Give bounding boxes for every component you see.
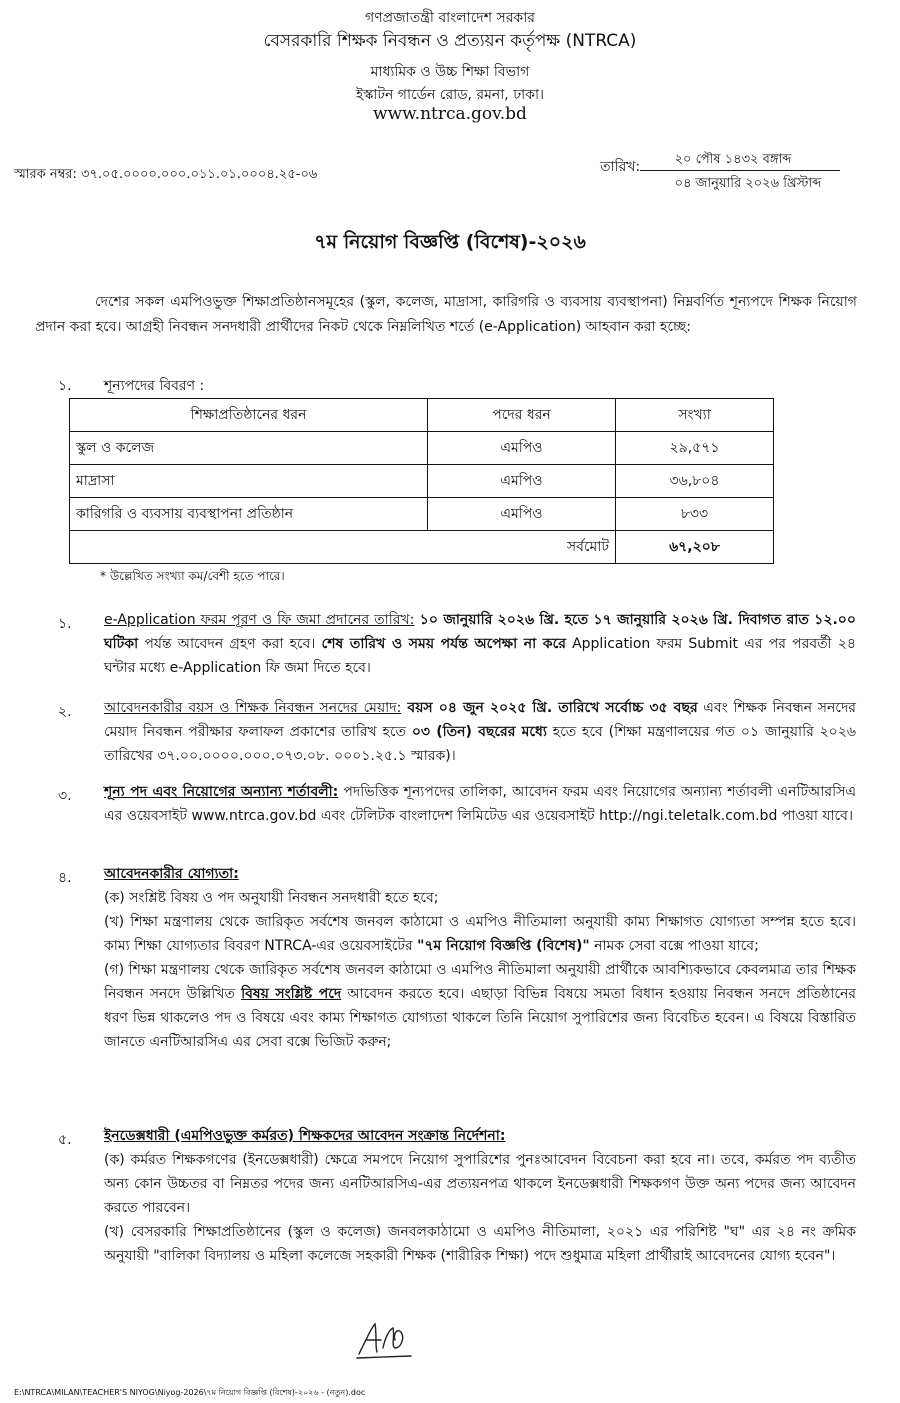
table-row bbox=[70, 465, 774, 498]
item-heading: শূন্য পদ এবং নিয়োগের অন্যান্য শর্তাবলী: bbox=[104, 784, 339, 800]
clause-kha: (খ) বেসরকারি শিক্ষাপ্রতিষ্ঠানের (স্কুল ও কলেজ) জনবলকাঠামো ও এমপিও নীতিমালা, ২০২১ এর পরিশিষ্ট "ঘ" এর ২৪ নং ক্রমিক অনুযায়ী "বালিকা বিদ্যালয় ও মহিলা কলেজে সহকারী শিক্ষক (শারীরিক শিক্ষা) পদে শুধুমাত্র মহিলা প্রার্থীরাই আবেদনের যোগ্য হবেন"। bbox=[104, 1224, 856, 1264]
item-heading: আবেদনকারীর যোগ্যতা: bbox=[104, 866, 239, 882]
vacancy-table bbox=[69, 398, 774, 564]
signature-icon bbox=[355, 1318, 415, 1362]
item-number: ৫. bbox=[58, 1132, 72, 1148]
table-cell: ২৯,৫৭১ bbox=[616, 432, 774, 465]
section-number: ১. bbox=[58, 378, 72, 394]
table-row bbox=[70, 432, 774, 465]
clause-ka: (ক) সংশ্লিষ্ট বিষয় ও পদ অনুযায়ী নিবন্ধন সনদধারী হতে হবে; bbox=[104, 890, 439, 906]
column-header: সংখ্যা bbox=[616, 399, 774, 432]
clause-kha bbox=[104, 910, 856, 958]
date-bangla: ২০ পৌষ ১৪৩২ বঙ্গাব্দ bbox=[674, 152, 792, 167]
table-cell: এমপিও bbox=[428, 432, 616, 465]
table-cell: স্কুল ও কলেজ bbox=[70, 432, 428, 465]
clause-emphasis: "৭ম নিয়োগ বিজ্ঞপ্তি (বিশেষ)" bbox=[417, 938, 590, 954]
authority-title: বেসরকারি শিক্ষক নিবন্ধন ও প্রত্যয়ন কর্তৃপক্ষ (NTRCA) bbox=[263, 31, 637, 51]
table-cell: এমপিও bbox=[428, 498, 616, 531]
date-label: তারিখ: bbox=[600, 159, 641, 175]
date-english: ০৪ জানুয়ারি ২০২৬ খ্রিস্টাব্দ bbox=[674, 176, 822, 191]
item-index-holders bbox=[104, 1124, 856, 1268]
item-heading: আবেদনকারীর বয়স ও শিক্ষক নিবন্ধন সনদের মেয়াদ: bbox=[104, 700, 402, 716]
notice-title: ৭ম নিয়োগ বিজ্ঞপ্তি (বিশেষ)-২০২৬ bbox=[314, 231, 586, 253]
item-text: এবং শিক্ষক নিবন্ধন সনদের মেয়াদ নিবন্ধন পরীক্ষার ফলাফল প্রকাশের তারিখ হতে bbox=[104, 700, 856, 740]
item-number: ৩. bbox=[58, 788, 72, 804]
vacancy-heading: শূন্যপদের বিবরণ : bbox=[104, 378, 205, 394]
table-cell bbox=[70, 531, 428, 564]
item-text: পর্যন্ত আবেদন গ্রহণ করা হবে। bbox=[138, 636, 322, 652]
item-heading: e-Application ফরম পূরণ ও ফি জমা প্রদানের তারিখ: bbox=[104, 612, 415, 628]
item-other-terms bbox=[104, 780, 856, 828]
clause-text: (খ) শিক্ষা মন্ত্রণালয় থেকে জারিকৃত সর্বশেষ জনবল কাঠামো ও এমপিও নীতিমালা অনুযায়ী কাম্য শিক্ষাগত যোগ্যতা সম্পন্ন হতে হবে। কাম্য শিক্ষা যোগ্যতার বিবরণ NTRCA-এর ওয়েবসাইটের bbox=[104, 914, 856, 954]
table-cell: এমপিও bbox=[428, 465, 616, 498]
table-cell: কারিগরি ও ব্যবসায় ব্যবস্থাপনা প্রতিষ্ঠান bbox=[70, 498, 428, 531]
item-text: হতে হবে (শিক্ষা মন্ত্রণালয়ের গত ০১ জানুয়ারি ২০২৬ তারিখের ৩৭.০০.০০০০.০০০.০৭৩.০৮. ০০০১.২৫.১ স্মারক)। bbox=[104, 724, 856, 764]
item-number: ৪. bbox=[58, 870, 72, 886]
vacancy-note: * উল্লেখিত সংখ্যা কম/বেশী হতে পারে। bbox=[100, 569, 285, 583]
item-text: পদভিত্তিক শূন্যপদের তালিকা, আবেদন ফরম এবং নিয়োগের অন্যান্য শর্তাবলী এনটিআরসিএ এর ওয়েবসাইট www.ntrca.gov.bd এবং টেলিটক বাংলাদেশ লিমিটেড এর ওয়েবসাইট http://ngi.teletalk.com.bd পাওয়া যাবে। bbox=[104, 784, 856, 824]
table-cell: ৩৬,৮০৪ bbox=[616, 465, 774, 498]
clause-text: নামক সেবা বক্সে পাওয়া যাবে; bbox=[589, 938, 759, 954]
item-emphasis: শেষ তারিখ ও সময় পর্যন্ত অপেক্ষা না করে bbox=[321, 636, 566, 652]
total-label: সর্বমোট bbox=[428, 531, 616, 564]
clause-text: (গ) শিক্ষা মন্ত্রণালয় থেকে জারিকৃত সর্বশেষ জনবল কাঠামো ও এমপিও নীতিমালা অনুযায়ী প্রার্থীকে আবশ্যিকভাবে কেবলমাত্র তার শিক্ষক নিবন্ধন সনদে উল্লিখিত bbox=[104, 962, 856, 1002]
intro-paragraph: দেশের সকল এমপিওভুক্ত শিক্ষাপ্রতিষ্ঠানসমূহের (স্কুল, কলেজ, মাদ্রাসা, কারিগরি ও ব্যবসায় ব্যবস্থাপনা) নিম্নবর্ণিত শূন্যপদে শিক্ষক নিয়োগ প্রদান করা হবে। আগ্রহী নিবন্ধন সনদধারী প্রার্থীদের নিকট থেকে নিম্নলিখিত শর্তে (e-Application) আহবান করা হচ্ছে: bbox=[35, 294, 857, 335]
date-divider bbox=[640, 170, 840, 171]
file-path: E:\NTRCA\MILAN\TEACHER'S NIYOG\Niyog-2026\৭ম নিয়োগ বিজ্ঞপ্তি (বিশেষ)-২০২৬ - (নতুন).doc bbox=[14, 1388, 366, 1397]
item-age-validity bbox=[104, 696, 856, 768]
table-header-row bbox=[70, 399, 774, 432]
column-header: পদের ধরন bbox=[428, 399, 616, 432]
item-application-date bbox=[104, 608, 856, 680]
item-eligibility bbox=[104, 862, 856, 1054]
total-value: ৬৭,২০৮ bbox=[616, 531, 774, 564]
item-number: ১. bbox=[58, 616, 72, 632]
item-emphasis: ০৩ (তিন) বছরের মধ্যে bbox=[411, 724, 547, 740]
column-header: শিক্ষাপ্রতিষ্ঠানের ধরন bbox=[70, 399, 428, 432]
table-cell: ৮৩৩ bbox=[616, 498, 774, 531]
clause-emphasis: বিষয় সংশ্লিষ্ট পদে bbox=[241, 986, 342, 1002]
item-number: ২. bbox=[58, 704, 72, 720]
item-emphasis: ১০ জানুয়ারি ২০২৬ খ্রি. হতে ১৭ জানুয়ারি ২০২৬ খ্রি. দিবাগত রাত ১২.০০ ঘটিকা bbox=[104, 612, 856, 652]
table-cell: মাদ্রাসা bbox=[70, 465, 428, 498]
table-row bbox=[70, 498, 774, 531]
clause-text: আবেদন করতে হবে। এছাড়া বিভিন্ন বিষয়ে সমতা বিধান হওয়ায় নিবন্ধন সনদে প্রতিষ্ঠানের ধরণ ভিন্ন থাকলেও পদ ও বিষয়ে এবং কাম্য শিক্ষাগত যোগ্যতা থাকলে তিনি নিয়োগ সুপারিশের জন্য বিবেচিত হবেন। এ বিষয়ে বিস্তারিত জানতে এনটিআরসিএ এর সেবা বক্সে ভিজিট করুন; bbox=[104, 986, 857, 1050]
clause-ga bbox=[104, 958, 856, 1054]
item-heading: ইনডেক্সধারী (এমপিওভুক্ত কর্মরত) শিক্ষকদের আবেদন সংক্রান্ত নির্দেশনা: bbox=[104, 1128, 506, 1144]
item-emphasis: বয়স ০৪ জুন ২০২৫ খ্রি. তারিখে সর্বোচ্চ ৩৫ বছর bbox=[401, 700, 698, 716]
website: www.ntrca.gov.bd bbox=[373, 104, 527, 124]
item-text: Application ফরম Submit এর পর পরবর্তী ২৪ ঘন্টার মধ্যে e-Application ফি জমা দিতে হবে। bbox=[104, 636, 857, 676]
address: ইস্কাটন গার্ডেন রোড, রমনা, ঢাকা। bbox=[355, 87, 545, 103]
gov-title: গণপ্রজাতন্ত্রী বাংলাদেশ সরকার bbox=[365, 10, 535, 26]
memo-number: স্মারক নম্বর: ৩৭.০৫.০০০০.০০০.০১১.০১.০০০৪.২৫-০৬ bbox=[14, 167, 318, 182]
division-title: মাধ্যমিক ও উচ্চ শিক্ষা বিভাগ bbox=[370, 64, 530, 80]
table-total-row bbox=[70, 531, 774, 564]
clause-ka: (ক) কর্মরত শিক্ষকগণের (ইনডেক্সধারী) ক্ষেত্রে সমপদে নিয়োগ সুপারিশের পুনঃআবেদন বিবেচনা করা হবে না। তবে, কর্মরত পদ ব্যতীত অন্য কোন উচ্চতর বা নিম্নতর পদের জন্য এনটিআরসিএ-এর প্রত্যয়নপত্র থাকলে ইনডেক্সধারী শিক্ষকগণ উক্ত অন্য পদের জন্য আবেদন করতে পারবেন। bbox=[104, 1152, 856, 1216]
